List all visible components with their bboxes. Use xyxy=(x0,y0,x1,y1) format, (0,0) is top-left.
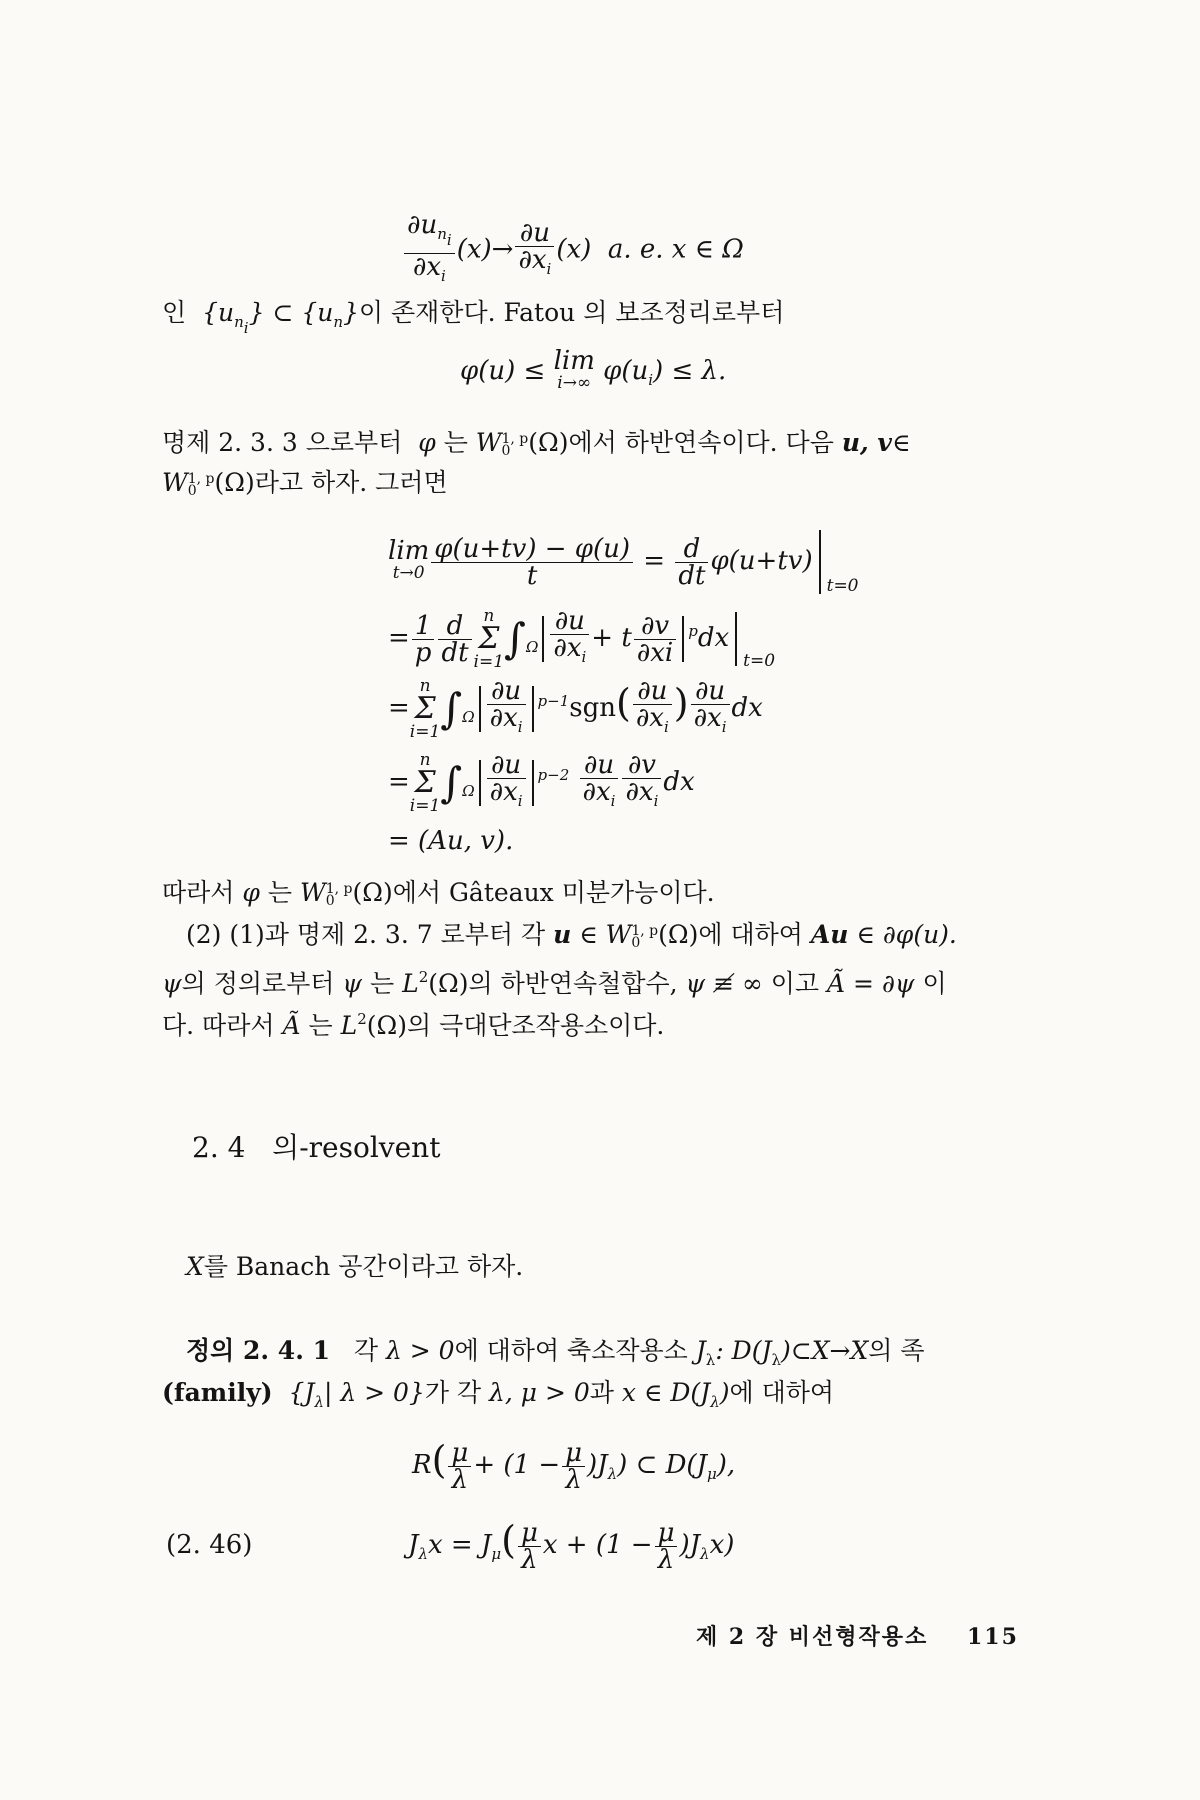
text-line-maximal: 다. 따라서 Ã 는 $L^2(\Omega)$의 극대단조작용소이다. xyxy=(162,1010,665,1040)
lim-inf: lim i→∞ xyxy=(553,346,595,393)
definition-line-2: (family) {$J_\lambda|$ λ > 0}가 각 λ, μ > 0과 x ∈ $D(J_\lambda)$에 대하여 xyxy=(162,1378,835,1411)
section-heading xyxy=(192,1126,440,1166)
fraction-partial-un: $\frac{\partial u_{ni}}{\partial x_i}$ xyxy=(404,212,455,289)
page-number: 115 xyxy=(966,1624,1019,1650)
almost-everywhere: a. e. x ∈ Ω xyxy=(607,234,744,265)
equation-fatou: φ(u) ≤ lim i→∞ $\varphi(u_i) \le \lambda$. xyxy=(460,346,727,393)
text-line-subsequence: 인 $\{u_{ni}\}$ ⊂ $\{u_n\}$이 존재한다. Fatou 의 보조정리로부터 xyxy=(162,298,785,337)
arg-x: (x) xyxy=(456,234,492,265)
derivation-line-2: = $\frac{1}{p}$ $\frac{d}{dt}$ n Σ i=1 $\int_\Omega$ $\frac{\partial u}{\partial x_i}$ + t $\frac{\partial v}{\partial xi}$ $^pdx_{t=0}$ xyxy=(388,606,776,672)
derivation-line-3: = n Σ i=1 $\int_\Omega$ $\frac{\partial u}{\partial x_i}$ $^{p-1}$sgn( $\frac{\partial u}{\partial x_i}$ ) $\frac{\partial u}{\partial x_i}$ dx xyxy=(388,676,763,742)
text-line-banach: X를 Banach 공간이라고 하자. xyxy=(186,1252,524,1281)
equation-range-inclusion: R( $\frac{\mu}{\lambda}$ + (1 − $\frac{\mu}{\lambda}$ )$J_\lambda$) ⊂ $D(J_\mu)$, xyxy=(412,1437,736,1495)
page-footer xyxy=(696,1620,1019,1651)
definition-label: 정의 2. 4. 1 xyxy=(186,1336,331,1365)
text-line-proposition-2: W 1, p 0 (Ω)라고 하자. 그러면 xyxy=(162,468,448,499)
equation-resolvent-identity: $J_\lambda x = J_\mu$( $\frac{\mu}{\lambda}$ x + (1 − $\frac{\mu}{\lambda}$ )$J_\lambda x$) xyxy=(408,1517,735,1575)
equation-convergence xyxy=(402,212,744,289)
arrow-symbol: → xyxy=(491,234,514,265)
equation-label-2-46: (2. 46) xyxy=(166,1530,253,1560)
arg-x-2: (x) xyxy=(556,234,592,265)
derivation-line-1: lim t→0 $\frac{\varphi(u+tv) - \varphi(u)}{t}$ = $\frac{d}{dt}$ $\varphi(u+tv)_{t=0}$ xyxy=(388,530,859,596)
text-line-part2: (2) (1)과 명제 2. 3. 7 로부터 각 u ∈ W 1, p 0 (Ω)에 대하여 Au ∈ ∂φ(u). xyxy=(186,920,957,951)
text-line-gateaux: 따라서 φ 는 W 1, p 0 (Ω)에서 Gâteaux 미분가능이다. xyxy=(162,878,715,909)
definition-line-1: 정의 2. 4. 1 각 λ > 0에 대하여 축소작용소 $J_\lambda$: $D(J_\lambda)\subset X\to X$의 족 xyxy=(186,1336,925,1369)
section-number: 2. 4 xyxy=(192,1131,246,1164)
chapter-title: 제 2 장 비선형작용소 xyxy=(696,1624,929,1650)
derivation-line-4: = n Σ i=1 $\int_\Omega$ $\frac{\partial u}{\partial x_i}$ $^{p-2}$ $\frac{\partial u}{\partial x_i}$ $\frac{\partial v}{\partial x_i}$ dx xyxy=(388,750,695,816)
fraction-partial-u: $\frac{\partial u}{\partial x_i}$ xyxy=(515,220,554,282)
text-line-proposition: 명제 2. 3. 3 으로부터 φ 는 W 1, p 0 (Ω)에서 하반연속이다. 다음 u, v∈ xyxy=(162,428,911,459)
text-line-psi: ψ의 정의로부터 ψ 는 $L^2(\Omega)$의 하반연속철합수, ψ ≢ ∞ 이고 Ã = ∂ψ 이 xyxy=(162,968,947,998)
section-title: 의-resolvent xyxy=(272,1131,441,1164)
derivation-line-5: = (Au, v). xyxy=(388,826,514,856)
